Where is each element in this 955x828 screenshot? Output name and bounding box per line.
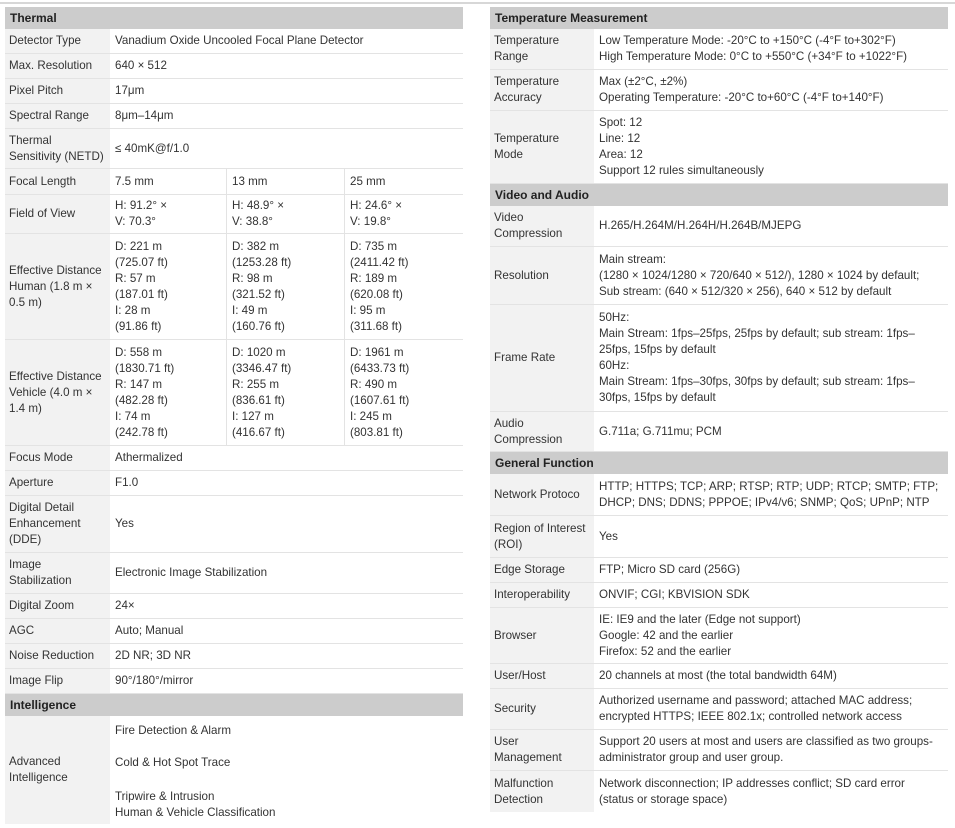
spec-value: 50Hz: Main Stream: 1fps–25fps, 25fps by default; sub stream: 1fps– 25fps, 15fps by default 60Hz: Main Stream: 1fps–30fps, 30fps by default; sub stream: 1fps– 30fps, 15fps by default [599,311,915,404]
row-digital-zoom [5,594,463,619]
row-audio-compression [490,412,948,452]
spec-label: Digital Zoom [9,599,75,612]
row-aperture [5,471,463,496]
spec-value: ≤ 40mK@f/1.0 [115,141,190,155]
spec-label: Spectral Range [9,109,89,122]
spec-label: Effective Distance Vehicle (4.0 m × 1.4 m) [9,369,102,415]
row-noise-reduction [5,644,463,669]
spec-label: Security [494,702,536,715]
row-advanced-intelligence [5,716,463,824]
spec-value: H: 48.9° × V: 38.8° [232,199,285,228]
section-header-thermal: Thermal [5,7,463,29]
section-header-temperature-measurement: Temperature Measurement [490,7,948,29]
spec-value: D: 735 m (2411.42 ft) R: 189 m (620.08 ft) I: 95 m (311.68 ft) [350,239,409,333]
row-agc [5,619,463,644]
spec-value: 17μm [115,84,145,97]
spec-label: Region of Interest (ROI) [494,521,586,551]
spec-label: Temperature Range [494,34,560,63]
section-header-intelligence: Intelligence [5,694,463,716]
spec-label: Detector Type [9,34,81,47]
spec-value: 25 mm [350,174,386,188]
spec-label: AGC [9,624,35,637]
spec-value: D: 558 m (1830.71 ft) R: 147 m (482.28 ft) I: 74 m (242.78 ft) [115,345,175,439]
spec-label: Digital Detail Enhancement (DDE) [9,501,81,546]
row-field-of-view [5,195,463,234]
spec-value: Authorized username and password; attached MAC address; encrypted HTTPS; IEEE 802.1x; controlled network access [599,694,913,723]
spec-value: ONVIF; CGI; KBVISION SDK [599,588,750,601]
spec-value: G.711a; G.711mu; PCM [599,424,722,438]
top-rule [0,2,955,4]
spec-label: Advanced Intelligence [9,755,68,784]
row-focal-length [5,169,463,195]
spec-value: 13 mm [232,174,268,188]
spec-value: 640 × 512 [115,59,167,72]
spec-label: Image Flip [9,674,64,687]
spec-label: Audio Compression [494,416,563,446]
section-header-video-audio: Video and Audio [490,184,948,206]
row-edge-storage [490,558,948,583]
spec-label: Resolution [494,268,549,282]
spec-value: Yes [115,517,134,530]
spec-value: Vanadium Oxide Uncooled Focal Plane Detector [115,34,364,47]
spec-value: H: 91.2° × V: 70.3° [115,199,168,228]
row-pixel-pitch [5,79,463,104]
spec-label: Max. Resolution [9,59,93,72]
row-detector-type [5,29,463,54]
row-frame-rate [490,305,948,412]
right-spec-column [490,7,948,812]
row-effective-distance-human [5,234,463,340]
spec-value: F1.0 [115,476,139,489]
spec-label: Video Compression [494,211,563,240]
spec-value: Spot: 12 Line: 12 Area: 12 Support 12 rules simultaneously [599,116,764,177]
spec-label: Browser [494,628,537,642]
spec-label: Focal Length [9,174,77,188]
spec-value: 8μm–14μm [115,109,174,122]
spec-value: Yes [599,529,618,543]
row-temperature-accuracy [490,70,948,111]
row-image-stabilization [5,553,463,594]
spec-label: User/Host [494,669,546,682]
spec-value: H: 24.6° × V: 19.8° [350,199,403,228]
spec-value: H.265/H.264M/H.264H/H.264B/MJEPG [599,219,802,232]
row-temperature-range [490,29,948,70]
row-dde [5,496,463,553]
spec-label: Effective Distance Human (1.8 m × 0.5 m) [9,263,102,309]
row-temperature-mode [490,111,948,184]
row-network-protocol [490,474,948,516]
row-video-compression [490,206,948,247]
spec-value: D: 221 m (725.07 ft) R: 57 m (187.01 ft) I: 28 m (91.86 ft) [115,239,168,333]
spec-value: D: 382 m (1253.28 ft) R: 98 m (321.52 ft) I: 49 m (160.76 ft) [232,239,292,333]
spec-value: Athermalized [115,451,183,464]
spec-value: D: 1020 m (3346.47 ft) R: 255 m (836.61 ft) I: 127 m (416.67 ft) [232,345,292,439]
spec-label: Noise Reduction [9,649,95,662]
row-spectral-range [5,104,463,129]
row-effective-distance-vehicle [5,340,463,446]
row-focus-mode [5,446,463,471]
row-roi [490,516,948,558]
section-header-general-function: General Function [490,452,948,474]
spec-label: Focus Mode [9,451,73,464]
row-interoperability [490,583,948,608]
row-image-flip [5,669,463,694]
left-spec-column [5,7,463,824]
row-security [490,689,948,730]
spec-value: Tripwire & Intrusion Human & Vehicle Classification [115,790,276,819]
spec-value: Low Temperature Mode: -20°C to +150°C (-4°F to+302°F) High Temperature Mode: 0°C to +550°C (+34°F to +1022°F) [599,34,908,63]
spec-value: FTP; Micro SD card (256G) [599,563,741,576]
spec-label: Field of View [9,207,76,220]
row-resolution [490,247,948,305]
spec-label: Interoperability [494,588,571,601]
spec-label: User Management [494,735,562,764]
spec-value: Electronic Image Stabilization [115,566,268,579]
row-user-management [490,730,948,771]
spec-value: Network disconnection; IP addresses conflict; SD card error (status or storage space) [599,776,905,806]
spec-value: Max (±2°C, ±2%) Operating Temperature: -20°C to+60°C (-4°F to+140°F) [599,75,884,104]
spec-value: Fire Detection & Alarm [115,724,231,737]
spec-label: Edge Storage [494,563,565,576]
spec-value: 2D NR; 3D NR [115,649,192,662]
spec-value: 20 channels at most (the total bandwidth 64M) [599,669,837,682]
spec-value: 7.5 mm [115,174,154,188]
spec-label: Pixel Pitch [9,84,64,97]
spec-value: Cold & Hot Spot Trace [115,756,231,769]
spec-label: Malfunction Detection [494,776,554,806]
spec-value: Auto; Manual [115,624,184,637]
row-thermal-sensitivity [5,129,463,169]
spec-value: 24× [115,599,135,612]
spec-label: Network Protoco [494,487,580,501]
spec-label: Thermal Sensitivity (NETD) [9,133,104,163]
row-malfunction-detection [490,771,948,812]
spec-value: Support 20 users at most and users are classified as two groups- administrator group and user group. [599,735,933,764]
spec-label: Temperature Accuracy [494,75,560,104]
spec-value: Main stream: (1280 × 1024/1280 × 720/640 × 512/), 1280 × 1024 by default; Sub stream: (640 × 512/320 × 256), 640 × 512 by default [599,252,920,298]
spec-value: D: 1961 m (6433.73 ft) R: 490 m (1607.61 ft) I: 245 m (803.81 ft) [350,345,410,439]
row-max-resolution [5,54,463,79]
spec-label: Aperture [9,476,54,489]
spec-label: Temperature Mode [494,132,560,161]
spec-label: Frame Rate [494,351,556,364]
row-browser [490,608,948,664]
row-user-host [490,664,948,689]
spec-value: 90°/180°/mirror [115,674,194,687]
spec-label: Image Stabilization [9,558,72,587]
spec-value: HTTP; HTTPS; TCP; ARP; RTSP; RTP; UDP; RTCP; SMTP; FTP; DHCP; DNS; DDNS; PPPOE; IPv4/v6; SNMP; QoS; UPnP; NTP [599,479,939,509]
spec-value: IE: IE9 and the later (Edge not support) Google: 42 and the earlier Firefox: 52 and the earlier [599,612,801,658]
